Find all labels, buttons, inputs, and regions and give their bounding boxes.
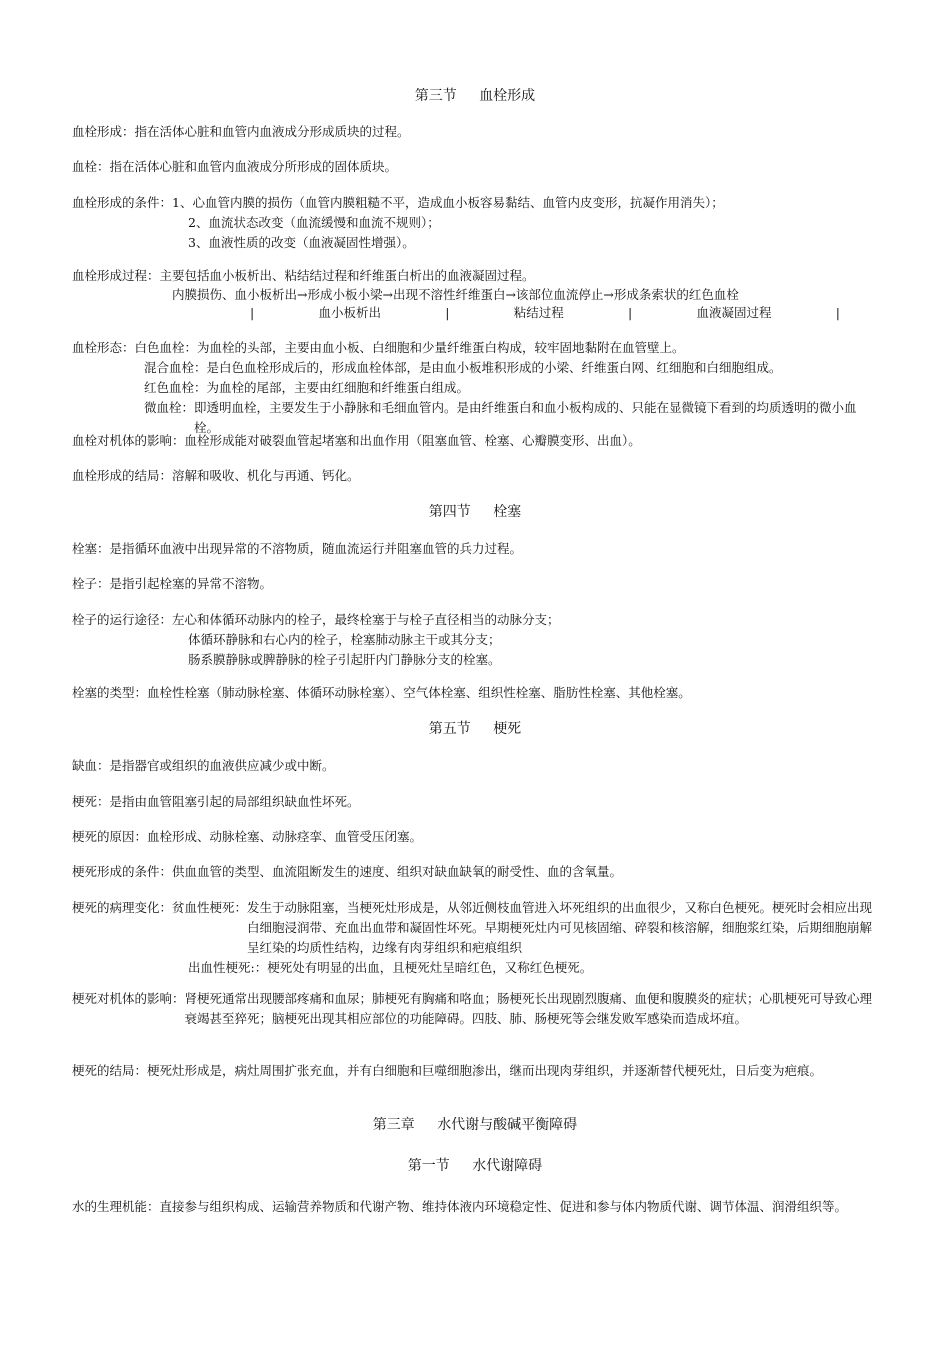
stage-label: 血小板析出 bbox=[318, 305, 381, 320]
term-label: 血栓形成： bbox=[72, 124, 135, 139]
term-text: 即透明血栓，主要发生于小静脉和毛细血管内。是由纤维蛋白和血小板构成的、只能在显微镜下看到的均质透明的微小血栓。 bbox=[194, 400, 857, 435]
term-text: 血栓形成能对破裂血管起堵塞和出血作用（阻塞血管、栓塞、心瓣膜变形、出血）。 bbox=[184, 433, 641, 448]
condition-item: 1、心血管内膜的损伤（血管内膜粗糙不平，造成血小板容易黏结、血管内皮变形，抗凝作用消失）； bbox=[172, 195, 724, 210]
sub-label: 贫血性梗死： bbox=[172, 900, 248, 915]
section-heading bbox=[0, 719, 950, 739]
chapter-heading bbox=[0, 1115, 950, 1135]
term-text: 溶解和吸收、机化与再通、钙化。 bbox=[172, 468, 360, 483]
condition-item: 2、血流状态改变（血流缓慢和血流不规则）； bbox=[188, 215, 440, 230]
process-flow: 内膜损伤、血小板析出→形成小板小梁→出现不溶性纤维蛋白→该部位血流停止→形成条索状的红色血栓 bbox=[172, 287, 739, 302]
section-topic: 水代谢障碍 bbox=[472, 1158, 543, 1174]
outcome-block bbox=[72, 1061, 878, 1081]
term-label: 血栓对机体的影响： bbox=[72, 433, 185, 448]
definition-paragraph bbox=[72, 792, 878, 812]
definition-paragraph bbox=[72, 756, 878, 776]
process-paragraph bbox=[72, 266, 878, 286]
term-label: 梗死： bbox=[72, 794, 110, 809]
chapter-topic: 水代谢与酸碱平衡障碍 bbox=[437, 1117, 578, 1133]
term-text: 是白色血栓形成后的，形成血栓体部，是由血小板堆积形成的小梁、纤维蛋白网、红细胞和白细胞组成。 bbox=[206, 360, 782, 375]
term-text: 发生于动脉阻塞，当梗死灶形成是，从邻近侧枝血管进入坏死组织的出血很少，又称白色梗死。梗死时会相应出现白细胞浸润带、充血出血带和凝固性坏死。早期梗死灶内可见核固缩、碎裂和核溶解，细胞浆红染，后期细胞崩解呈红染的均质性结构，边缘有肉芽组织和疤痕组织 bbox=[247, 900, 873, 955]
term-text: 供血血管的类型、血流阻断发生的速度、组织对缺血缺氧的耐受性、血的含氧量。 bbox=[172, 864, 623, 879]
term-text: 为血栓的尾部，主要由红细胞和纤维蛋白组成。 bbox=[206, 380, 470, 395]
term-label: 梗死形成的条件： bbox=[72, 864, 173, 879]
stage-divider: | bbox=[445, 305, 450, 320]
stage-label: 血液凝固过程 bbox=[696, 305, 772, 320]
section-number: 第四节 bbox=[428, 504, 471, 520]
term-text: 梗死处有明显的出血，且梗死灶呈暗红色，又称红色梗死。 bbox=[267, 960, 593, 975]
term-text: 主要包括血小板析出、粘结结过程和纤维蛋白析出的血液凝固过程。 bbox=[159, 268, 535, 283]
section-topic: 栓塞 bbox=[493, 504, 522, 520]
section-number: 第三节 bbox=[414, 88, 457, 104]
term-text: 梗死灶形成是，病灶周围扩张充血，并有白细胞和巨噬细胞渗出，继而出现肉芽组织，并逐渐替代梗死灶，日后变为疤痕。 bbox=[147, 1063, 823, 1078]
term-label: 梗死的病理变化： bbox=[72, 900, 173, 915]
term-label: 血栓形态： bbox=[72, 340, 135, 355]
term-label: 血栓形成的条件： bbox=[72, 195, 173, 210]
conditions-block bbox=[72, 193, 878, 253]
stage-divider: | bbox=[835, 305, 840, 320]
pathology-block bbox=[72, 898, 878, 978]
term-label: 栓塞的类型： bbox=[72, 685, 148, 700]
term-text: 血栓性栓塞（肺动脉栓塞、体循环动脉栓塞）、空气体栓塞、组织性栓塞、脂肪性栓塞、其他栓塞。 bbox=[147, 685, 691, 700]
term-label: 梗死对机体的影响： bbox=[72, 991, 185, 1006]
term-text: 为血栓的头部，主要由血小板、白细胞和少量纤维蛋白构成，较牢固地黏附在血管壁上。 bbox=[197, 340, 685, 355]
stage-divider: | bbox=[627, 305, 633, 320]
term-text: 直接参与组织构成、运输营养物质和代谢产物、维持体液内环境稳定性、促进和参与体内物质代谢、调节体温、润滑组织等。 bbox=[159, 1199, 848, 1214]
sub-label: 红色血栓： bbox=[144, 380, 207, 395]
sub-label: 混合血栓： bbox=[144, 360, 207, 375]
term-label: 栓子： bbox=[72, 576, 110, 591]
term-label: 梗死的结局： bbox=[72, 1063, 148, 1078]
route-item: 肠系膜静脉或脾静脉的栓子引起肝内门静脉分支的栓塞。 bbox=[188, 652, 501, 667]
term-text: 肾梗死通常出现腰部疼痛和血尿；肺梗死有胸痛和咯血；肠梗死长出现剧烈腹痛、血便和腹膜炎的症状；心肌梗死可导致心理衰竭甚至猝死；脑梗死出现其相应部位的功能障碍。四肢、肺、肠梗死等会继发败军感染而造成坏疽。 bbox=[184, 991, 873, 1026]
section-number: 第五节 bbox=[428, 721, 471, 737]
definition-paragraph bbox=[72, 574, 878, 594]
process-stages bbox=[250, 303, 840, 323]
routes-block bbox=[72, 610, 878, 670]
sub-label: 白色血栓： bbox=[134, 340, 198, 355]
effect-paragraph bbox=[72, 431, 878, 451]
term-text: 指在活体心脏和血管内血液成分形成质块的过程。 bbox=[134, 124, 410, 139]
route-item: 左心和体循环动脉内的栓子，最终栓塞于与栓子直径相当的动脉分支； bbox=[172, 612, 560, 627]
route-item: 体循环静脉和右心内的栓子，栓塞肺动脉主干或其分支； bbox=[188, 632, 501, 647]
term-text: 是指循环血液中出现异常的不溶物质，随血流运行并阻塞血管的兵力过程。 bbox=[109, 541, 523, 556]
term-label: 血栓形成过程： bbox=[72, 268, 160, 283]
stage-label: 粘结过程 bbox=[513, 305, 564, 320]
term-label: 栓塞： bbox=[72, 541, 110, 556]
term-label: 水的生理机能： bbox=[72, 1199, 160, 1214]
term-label: 梗死的原因： bbox=[72, 829, 148, 844]
term-label: 血栓： bbox=[72, 159, 110, 174]
term-text: 血栓形成、动脉栓塞、动脉痉挛、血管受压闭塞。 bbox=[147, 829, 423, 844]
stage-divider: | bbox=[250, 305, 255, 320]
section-number: 第一节 bbox=[407, 1158, 450, 1174]
cause-paragraph bbox=[72, 827, 878, 847]
effect-block bbox=[72, 989, 878, 1029]
term-label: 缺血： bbox=[72, 758, 110, 773]
term-label: 血栓形成的结局： bbox=[72, 468, 173, 483]
water-function-block bbox=[72, 1197, 878, 1217]
sub-label: 出血性梗死:： bbox=[188, 960, 268, 975]
section-heading bbox=[0, 86, 950, 106]
term-label: 栓子的运行途径： bbox=[72, 612, 173, 627]
definition-paragraph bbox=[72, 539, 878, 559]
section-topic: 梗死 bbox=[493, 721, 522, 737]
term-text: 是指引起栓塞的异常不溶物。 bbox=[109, 576, 273, 591]
section-heading bbox=[0, 1156, 950, 1176]
definition-paragraph bbox=[72, 122, 878, 142]
section-topic: 血栓形成 bbox=[479, 88, 536, 104]
definition-paragraph bbox=[72, 157, 878, 177]
term-text: 是指器官或组织的血液供应减少或中断。 bbox=[109, 758, 335, 773]
term-text: 是指由血管阻塞引起的局部组织缺血性坏死。 bbox=[109, 794, 360, 809]
condition-item: 3、血液性质的改变（血液凝固性增强）。 bbox=[188, 235, 415, 250]
chapter-number: 第三章 bbox=[372, 1117, 415, 1133]
outcome-paragraph bbox=[72, 466, 878, 486]
condition-paragraph bbox=[72, 862, 878, 882]
section-heading bbox=[0, 502, 950, 522]
sub-label: 微血栓： bbox=[144, 400, 195, 415]
term-text: 指在活体心脏和血管内血液成分所形成的固体质块。 bbox=[109, 159, 398, 174]
morphology-block bbox=[72, 338, 878, 438]
types-paragraph bbox=[72, 683, 878, 703]
